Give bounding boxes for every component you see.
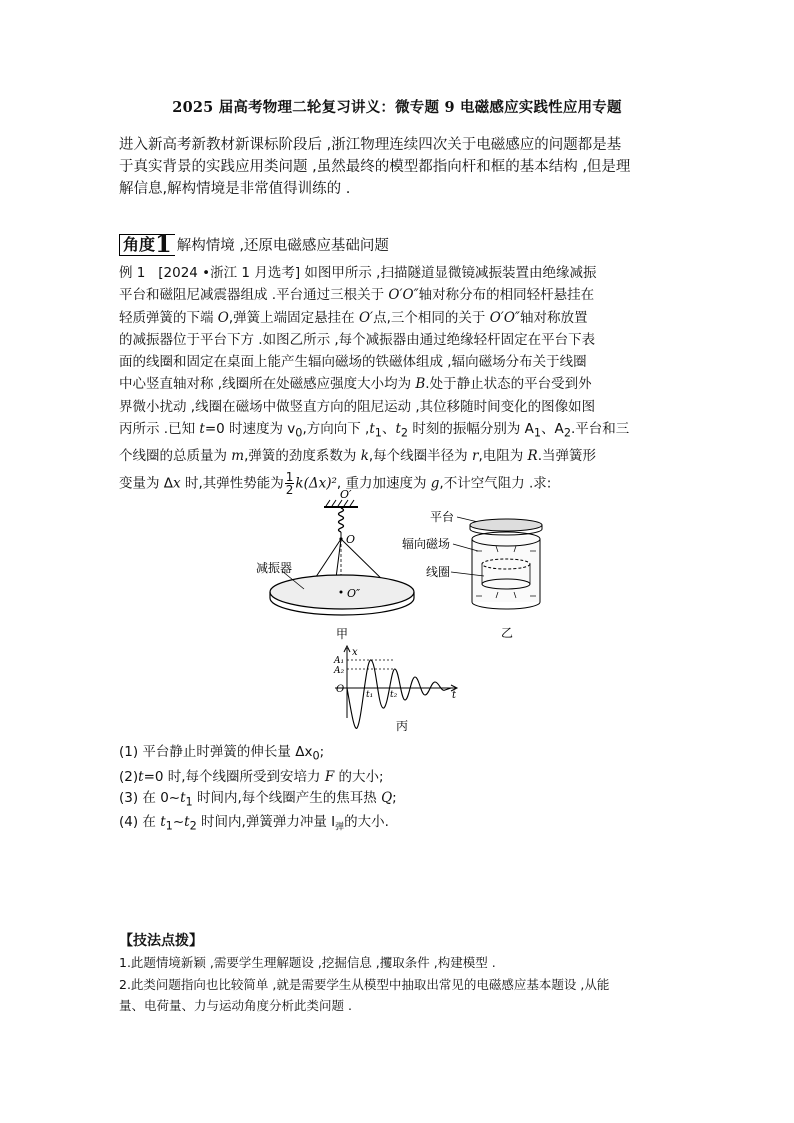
example-text: 时刻的振幅分别为 A — [408, 421, 534, 438]
tip-item: 量、电荷量、力与运动角度分析此类问题 . — [119, 998, 352, 1013]
intro-line: 于真实背景的实践应用类问题 ,虽然最终的模型都指向杆和框的基本结构 ,但是理 — [119, 159, 631, 175]
example-line — [119, 262, 684, 284]
example-text: 变量为 Δ — [119, 475, 174, 492]
example-text: 、A — [541, 421, 564, 438]
caption-bing: 丙 — [396, 719, 409, 733]
label-a2: A₂ — [334, 666, 345, 676]
question-2: (2)t=0 时,每个线圈所受到安培力 F 的大小; — [119, 768, 384, 785]
example-line — [119, 418, 684, 445]
example-line — [119, 307, 684, 329]
example-line — [119, 373, 684, 395]
example-text: 轴对称放置 — [519, 309, 588, 326]
example-formula: k(Δx)² — [295, 475, 337, 492]
figure-bing — [325, 644, 465, 736]
section-title: 解构情境 ,还原电磁感应基础问题 — [176, 238, 389, 254]
example-text: 、 — [381, 421, 396, 438]
question-list — [119, 742, 397, 839]
tips-list — [119, 952, 679, 1017]
caption-jia: 甲 — [336, 627, 349, 641]
intro-paragraph — [119, 134, 679, 200]
platform-disk — [470, 519, 542, 531]
example-text: .平台和三 — [570, 421, 630, 438]
section-tag-number: 1 — [155, 229, 172, 258]
page-title: 2025 届高考物理二轮复习讲义：微专题 9 电磁感应实践性应用专题 — [172, 99, 622, 116]
tip-item: 1.此题情境新颖 ,需要学生理解题设 ,挖掘信息 ,攫取条件 ,构建模型 . — [119, 955, 496, 970]
example-symbol: x — [173, 475, 181, 492]
example-text: ,不计空气阻力 .求: — [439, 475, 552, 492]
section-tag-text: 角度 — [123, 235, 156, 254]
example-text: 丙所示 .已知 — [119, 421, 200, 438]
label-t1: t₁ — [366, 690, 374, 700]
label-o-prime: O′ — [340, 488, 352, 501]
example-symbol: t — [199, 421, 205, 438]
label-x: x — [352, 647, 358, 658]
question-4: (4) 在 $t_1\sim t_2$ 时间内,弹簧弹力冲量 $I_弹$的大小. — [119, 814, 389, 834]
section-heading — [119, 230, 389, 256]
example-source: [2024 •浙江 1 月选考] — [158, 265, 301, 281]
example-sub: 2 — [563, 426, 571, 440]
example-text: =0 时速度为 v — [204, 421, 296, 438]
example-line: 的减振器位于平台下方 .如图乙所示 ,每个减振器由通过绝缘轻杆固定在平台下表 — [119, 331, 596, 348]
example-symbol: O — [217, 309, 229, 326]
example-line: 界微小扰动 ,线圈在磁场中做竖直方向的阻尼运动 ,其位移随时间变化的图像如图 — [119, 398, 596, 415]
intro-line: 进入新高考新教材新课标阶段后 ,浙江物理连续四次关于电磁感应的问题都是基 — [119, 137, 622, 153]
example-line — [119, 445, 684, 467]
label-radial-field: 辐向磁场 — [402, 537, 451, 551]
fraction-denominator: 2 — [285, 483, 294, 498]
example-text: 中心竖直轴对称 ,线圈所在处磁感应强度大小均为 — [119, 376, 416, 393]
example-text: 平台和磁阻尼减震器组成 .平台通过三根关于 — [119, 287, 389, 304]
example-symbol: R — [527, 448, 538, 465]
example-sub: 0 — [295, 426, 303, 440]
example-symbol: k — [360, 448, 369, 465]
example-symbol: O′O″ — [388, 287, 419, 304]
example-label: 例 1 — [119, 265, 146, 281]
example-symbol: g — [430, 475, 440, 492]
label-o-double-prime: O″ — [347, 587, 361, 600]
example-symbol: r — [471, 448, 479, 465]
fraction-numerator: 1 — [285, 470, 294, 485]
question-1: (1) 平台静止时弹簧的伸长量 $\Delta x_0$; — [119, 744, 325, 763]
label-t: t — [452, 690, 457, 701]
label-origin: O — [336, 684, 345, 695]
example-symbol: t — [369, 421, 375, 438]
example-text: ,方向向下 , — [302, 421, 370, 438]
example-line: 面的线圈和固定在桌面上能产生辐向磁场的铁磁体组成 ,辐向磁场分布关于线圈 — [119, 354, 587, 371]
label-coil: 线圈 — [426, 565, 451, 579]
example-text: 如图甲所示 ,扫描隧道显微镜减振装置由绝缘减振 — [300, 265, 597, 281]
example-symbol: O′ — [358, 309, 374, 326]
spring — [339, 508, 344, 532]
example-text: 点,三个相同的关于 — [373, 309, 490, 326]
label-damper: 减振器 — [256, 561, 293, 575]
example-text: ,弹簧上端固定悬挂在 — [228, 309, 359, 326]
example-problem — [119, 262, 684, 496]
example-sub: 2 — [400, 426, 409, 440]
figure-yi — [400, 506, 560, 648]
example-sub: 1 — [374, 426, 382, 440]
caption-yi: 乙 — [501, 626, 514, 640]
label-platform: 平台 — [430, 510, 455, 524]
example-symbol: m — [231, 448, 245, 465]
example-text: .处于静止状态的平台受到外 — [425, 376, 592, 393]
example-text: ,弹簧的劲度系数为 — [244, 448, 361, 465]
example-text: , 重力加速度为 — [336, 475, 431, 492]
example-text: ,电阻为 — [478, 448, 528, 465]
label-o: O — [346, 533, 356, 546]
question-3: (3) 在 $0\sim t_1$ 时间内,每个线圈产生的焦耳热 Q; — [119, 789, 397, 809]
intro-line: 解信息,解构情境是非常值得训练的 . — [119, 181, 351, 197]
example-text: ,每个线圈半径为 — [368, 448, 472, 465]
example-symbol: B — [415, 376, 426, 393]
example-text: 时,其弹性势能为 — [180, 475, 284, 492]
example-sub: 1 — [533, 426, 542, 440]
example-text: 轻质弹簧的下端 — [119, 309, 218, 326]
example-text: 个线圈的总质量为 — [119, 448, 232, 465]
example-text: .当弹簧形 — [537, 448, 597, 465]
example-line — [119, 284, 684, 306]
example-symbol: t — [395, 421, 401, 438]
tips-header: 【技法点拨】 — [119, 933, 203, 949]
tip-item: 2.此类问题指向也比较简单 ,就是需要学生从模型中抽取出常见的电磁感应基本题设 ,从能 — [119, 976, 610, 992]
section-tag — [119, 229, 175, 258]
label-t2: t₂ — [390, 690, 398, 700]
label-a1: A₁ — [334, 656, 345, 666]
example-symbol: O′O″ — [489, 309, 520, 326]
example-text: 轴对称分布的相同轻杆悬挂在 — [418, 287, 595, 304]
